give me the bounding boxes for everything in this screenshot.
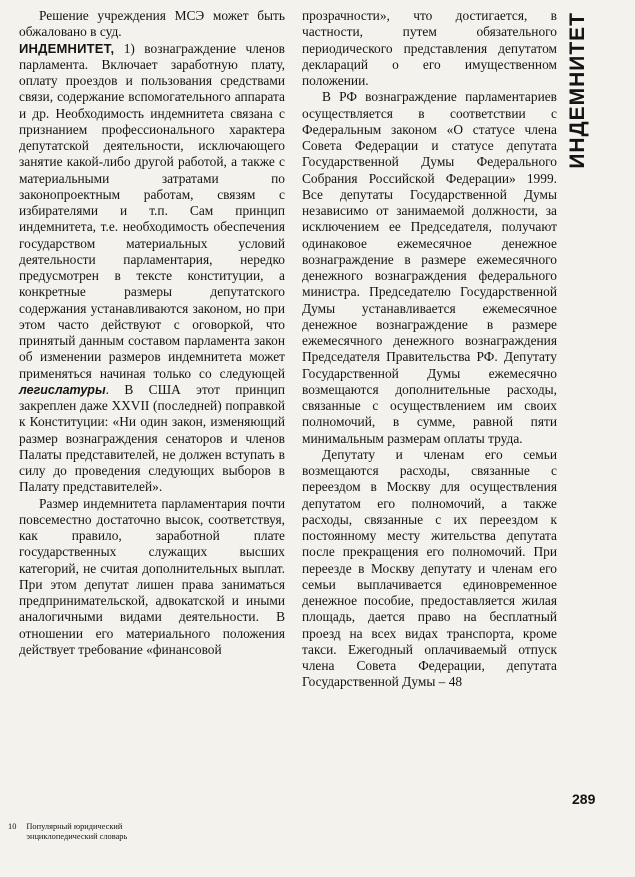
book-title-line-1: Популярный юридический xyxy=(26,822,123,831)
paragraph-relocation-expenses: Депутату и членам его семьи возмещаются расходы, связанные с переездом в Москву для осуществления депутатом его полномочий, а также расходы, связанные с их переездом к постоянному месту жительства депутата после прекращения его полномочий. При переезде в Москву депутату и членам его семьи выплачивается единовременное денежное пособие, предоставляется жилая площадь, дается право на бесплатный проезд на всех видах транспорта, кроме такси. Ежегодный оплачиваемый отпуск члена Совета Федерации, депутата Государственной Думы – 48 xyxy=(302,446,557,690)
entry-text-part-1: 1) вознаграждение членов парламента. Включает заработную плату, оплату проездов и пользования средствами связи, содержание вспомогательного аппарата и др. Необходимость индемнитета связана с признанием профессионального характера депутатской деятельности, исключающего занятие какой-либо другой работой, а также с материальными затратами по законопроектным работам, связям с избирателями и т.п. Сам принцип индемнитета, т.е. необходимость обеспечения государством материальных условий деятельности парламентария, нередко предусмотрен в тексте конституции, а конкретные размеры депутатского содержания устанавливаются законом, но при этом часто действуют с оговоркой, что принятый данным составом парламента закон об изменении размеров индемнитета может применяться начиная только со следующей xyxy=(19,40,285,381)
left-column xyxy=(19,8,285,658)
cross-reference-legislature[interactable]: легислатуры xyxy=(19,382,106,397)
right-column xyxy=(302,8,557,691)
book-title-line-2: энциклопедический словарь xyxy=(26,832,128,841)
paragraph-transparency: прозрачности», что достигается, в частности, путем обязательного периодического представления депутатом деклараций о его имущественном положении. xyxy=(302,8,557,88)
entry-text-part-2: . В США этот принцип закреплен даже XXVII (последней) поправкой к Конституции: «Ни один закон, изменяющий размер вознаграждения сенаторов и членов Палаты представителей, не должен вступать в силу до проведения следующих выборов в Палату представителей». xyxy=(19,381,285,495)
entry-indemnity xyxy=(19,41,285,496)
paragraph-rf-remuneration: В РФ вознаграждение парламентариев осуществляется в соответствии с Федеральным законом «О статусе члена Совета Федерации и статусе депутата Государственной Думы Федерального Собрания Российской Федерации» 1999. Все депутаты Государственной Думы независимо от занимаемой должности, за исключением ее Председателя, получают одинаковое ежемесячное денежное вознаграждение в размере ежемесячного денежного вознаграждения федерального министра. Председателю Государственной Думы устанавливается ежемесячное денежное вознаграждение в размере ежемесячного денежного вознаграждения Председателя Правительства РФ. Депутату Государственной Думы ежемесячно возмещаются дополнительные расходы, связанные с осуществлением им своих полномочий, в сумме, равной пяти минимальным размерам оплаты труда. xyxy=(302,89,557,446)
signature-number: 10 xyxy=(8,822,17,831)
paragraph-indemnity-size: Размер индемнитета парламентария почти повсеместно достаточно высок, соответствуя, как правило, заработной плате государственных служащих высших категорий, не считая дополнительных выплат. При этом депутат лишен права заниматься предпринимательской, адвокатской и иными аналогичными видами деятельности. В отношении его материального положения действует требование «финансовой xyxy=(19,495,285,657)
footer xyxy=(8,822,127,842)
spine-running-head: ИНДЕМНИТЕТ xyxy=(566,12,589,169)
paragraph-msa-appeal: Решение учреждения МСЭ может быть обжаловано в суд. xyxy=(19,8,285,40)
entry-head-word: ИНДЕМНИТЕТ, xyxy=(19,40,115,56)
book-title xyxy=(26,822,127,842)
page-number: 289 xyxy=(572,791,596,807)
